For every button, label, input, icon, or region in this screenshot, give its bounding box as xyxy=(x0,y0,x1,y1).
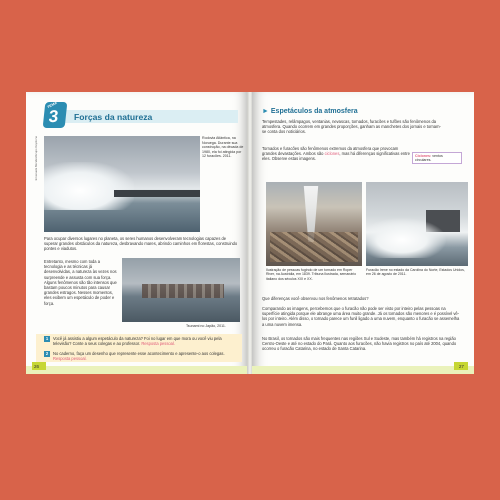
activity-text: Você já assistiu a algum espetáculo da natureza? Foi no lugar em que mora ou você viu pela televisão? Conte a seus colegas e ao professor. xyxy=(53,336,222,347)
right-page xyxy=(252,92,474,374)
paragraph-nature-force: Entretanto, mesmo com toda a tecnologia e as técnicas já desenvolvidas, a natureza às vezes nos surpreende e assusta com sua força. Alguns fenômenos são tão intensos que bastam poucos minutos para causar grandes estragos. Nesses momentos, eles exibem um espetáculo de poder e força. xyxy=(44,259,117,306)
photo-atlantic-road xyxy=(44,136,200,232)
activity-2 xyxy=(44,351,236,361)
title-bar xyxy=(62,110,238,123)
activity-1 xyxy=(44,336,236,346)
photo1-caption: Rodovia Atlântica, na Noruega. Durante sua construção, na década de 1980, ela foi atingida por 12 furacões. 2011. xyxy=(202,136,244,159)
section-title xyxy=(262,108,358,115)
badge-word: TEMA xyxy=(46,100,58,110)
left-page xyxy=(26,92,248,374)
page-number: 27 xyxy=(458,364,464,369)
photo-hurricane-irene xyxy=(366,182,468,266)
photo3-caption: Ilustração de pessoas fugindo de um tornado em Roper River, na Austrália, em 1839. Tribuna Ilustrada, semanário italiano dos séculos XIX e XX. xyxy=(266,268,357,281)
theme-badge xyxy=(43,102,68,128)
activity-number: 1 xyxy=(45,336,49,341)
paragraph-cyclones xyxy=(262,146,412,162)
photo-tornado-illustration xyxy=(266,182,362,266)
page-number: 26 xyxy=(34,364,40,369)
bridge xyxy=(114,190,200,197)
glossary-term: Ciclones: xyxy=(415,154,432,158)
activity-note: Resposta pessoal. xyxy=(141,341,175,347)
sea-spray xyxy=(366,218,446,258)
paragraph-comparison: Comparando as imagens, percebemos que o furacão não pode ser visto por inteiro pelas pessoas na superfície atingida porque ele abrange uma área muito grande. Já os tornados são menores e é possível vê-los por inteiro. Além disso, o tornado parece um funil ligado a uma nuvem, enquanto o furacão se assemelha a uma nuvem imensa. xyxy=(262,306,460,327)
highlight-term: ciclones xyxy=(324,151,340,157)
glossary-box xyxy=(412,152,462,164)
paragraph-brazil: No Brasil, os tornados são mais frequentes nas regiões Sul e Sudeste, mas também há registros na região Centro-Oeste e até no estado do Pará. Quanto aos furacões, não havia registros no país até 2004, quando ocorreu o furacão Catarina, no estado de Santa Catarina. xyxy=(262,336,457,352)
text-run: Tornados e furacões são fenômenos extremos da atmosfera que provocam grandes devastações. Ambos são xyxy=(262,146,399,157)
page-title: Forças da natureza xyxy=(74,112,153,122)
debris xyxy=(270,232,358,262)
activity-text: No caderno, faça um desenho que represente esse acontecimento e apresente-o aos colegas. xyxy=(53,351,225,356)
glossary-definition: ventos circulares. xyxy=(415,154,443,163)
section-bullet-icon: ► xyxy=(262,108,269,115)
activity-note: Resposta pessoal. xyxy=(53,356,87,362)
activity-number: 2 xyxy=(45,351,49,356)
text-run: , mas há diferenças significativas entre eles. Observe estas imagens. xyxy=(262,151,410,162)
footer-strip xyxy=(26,366,248,374)
flooded-houses xyxy=(142,284,224,298)
question-text: Que diferenças você observou nos fenômenos retratados? xyxy=(262,296,369,301)
section-title-text: Espetáculos da atmosfera xyxy=(270,108,358,115)
badge-number: 3 xyxy=(47,107,60,126)
photo4-caption: Furacão Irene no estado da Carolina do Norte, Estados Unidos, em 26 de agosto de 2011. xyxy=(366,268,465,277)
photo2-caption: Tsunami no Japão, 2011. xyxy=(186,324,226,328)
footer-strip xyxy=(252,366,474,374)
wave-splash xyxy=(44,162,134,210)
paragraph-intro: Para ocupar diversos lugares no planeta, os seres humanos desenvolveram tecnologias capazes de superar grandes obstáculos da natureza, desbravando mares, abrindo caminhos em florestas, construindo pontes e viadutos. xyxy=(44,236,238,252)
photo1-credit: Emanuele Mendes/Grupo Keystone xyxy=(34,136,38,181)
photo-tsunami xyxy=(122,258,240,322)
paragraph-phenomena: Tempestades, relâmpagos, ventanias, nevascas, tornados, furacões e tufões são fenômenos da atmosfera. Quando ocorrem em grandes proporções, ganham as manchetes dos jornais e tornam-se conta dos noticiários. xyxy=(262,119,441,135)
open-book xyxy=(26,92,474,374)
activity-box xyxy=(36,334,242,362)
